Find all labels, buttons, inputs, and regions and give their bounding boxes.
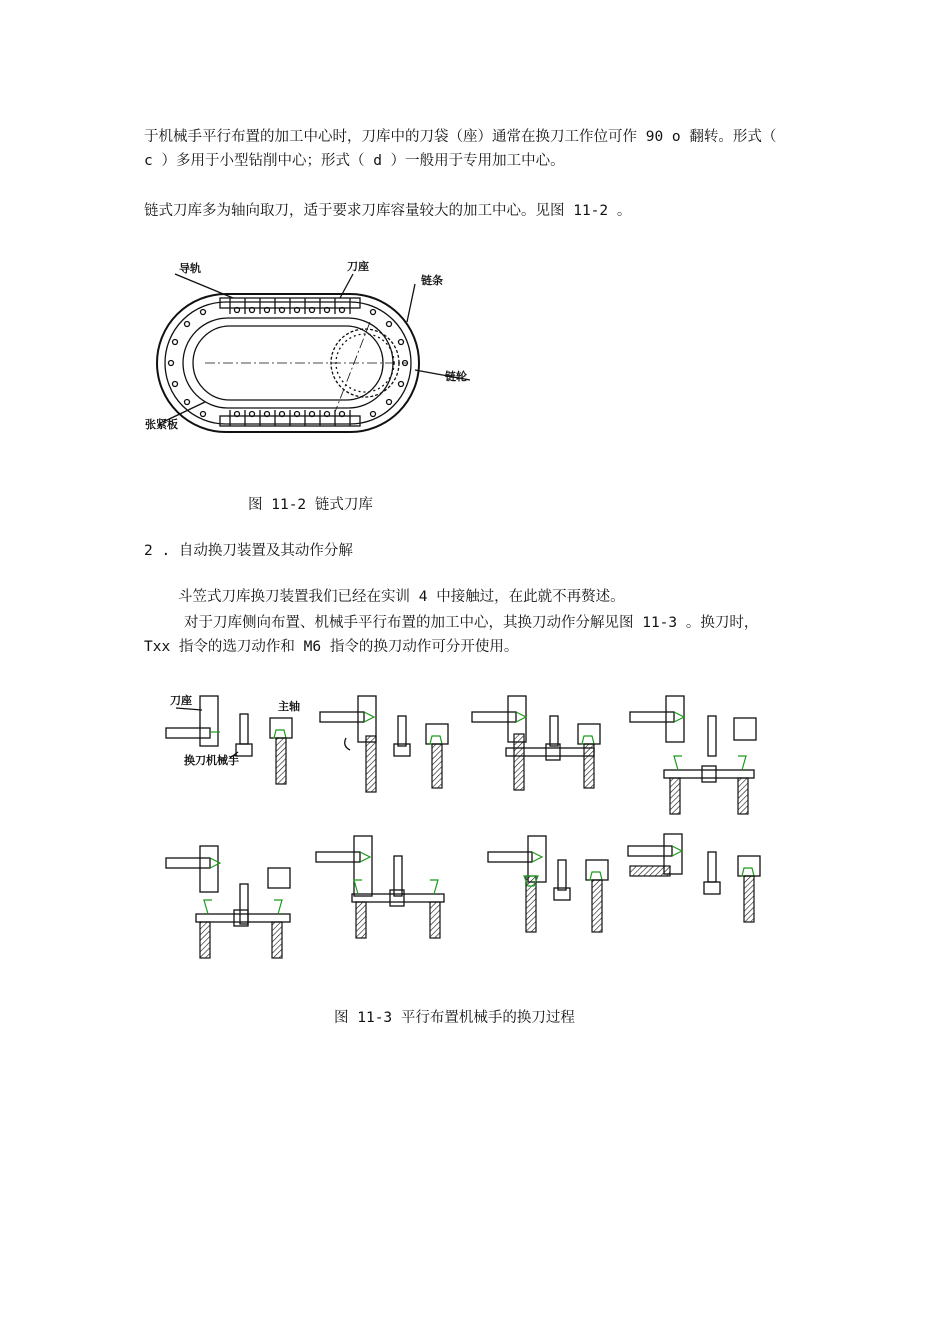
label-tension-plate: 张紧板 (145, 418, 178, 431)
step-7 (488, 836, 608, 932)
label-step1-tool-seat: 刀座 (170, 694, 192, 707)
step-2 (320, 696, 448, 792)
step-1 (166, 693, 300, 784)
label-tool-seat: 刀座 (347, 260, 369, 273)
paragraph-3: 斗笠式刀库换刀装置我们已经在实训 4 中接触过，在此就不再赘述。 (178, 589, 625, 605)
step-8 (628, 834, 760, 922)
label-gripper: 换刀机械手 (184, 754, 239, 767)
section-heading: 2 . 自动换刀装置及其动作分解 (144, 543, 353, 559)
step-4 (630, 696, 756, 814)
paragraph-4-line-2: Txx 指令的选刀动作和 M6 指令的换刀动作可分开使用。 (144, 639, 519, 655)
figure-11-2-caption: 图 11-2 链式刀库 (248, 497, 373, 513)
label-sprocket: 链轮 (445, 370, 467, 383)
paragraph-4-line-1: 对于刀库侧向布置、机械手平行布置的加工中心，其换刀动作分解见图 11-3 。换刀时， (184, 615, 759, 631)
step-6 (316, 836, 444, 938)
label-chain: 链条 (421, 274, 443, 287)
step-5 (166, 846, 290, 958)
label-spindle: 主轴 (278, 700, 300, 713)
step-3 (472, 696, 600, 790)
paragraph-1-line-2: c ）多用于小型钻削中心；形式（ d ）一般用于专用加工中心。 (144, 153, 565, 169)
paragraph-2: 链式刀库多为轴向取刀，适于要求刀库容量较大的加工中心。见图 11-2 。 (144, 203, 632, 219)
paragraph-1-line-1: 于机械手平行布置的加工中心时，刀库中的刀袋（座）通常在换刀工作位可作 90 o 翻转。形式（ (144, 129, 777, 145)
chain-tool-magazine-figure (145, 252, 485, 462)
tool-change-sequence-figure (158, 688, 788, 968)
figure-11-3-caption: 图 11-3 平行布置机械手的换刀过程 (334, 1010, 575, 1026)
label-guide: 导轨 (179, 262, 201, 275)
